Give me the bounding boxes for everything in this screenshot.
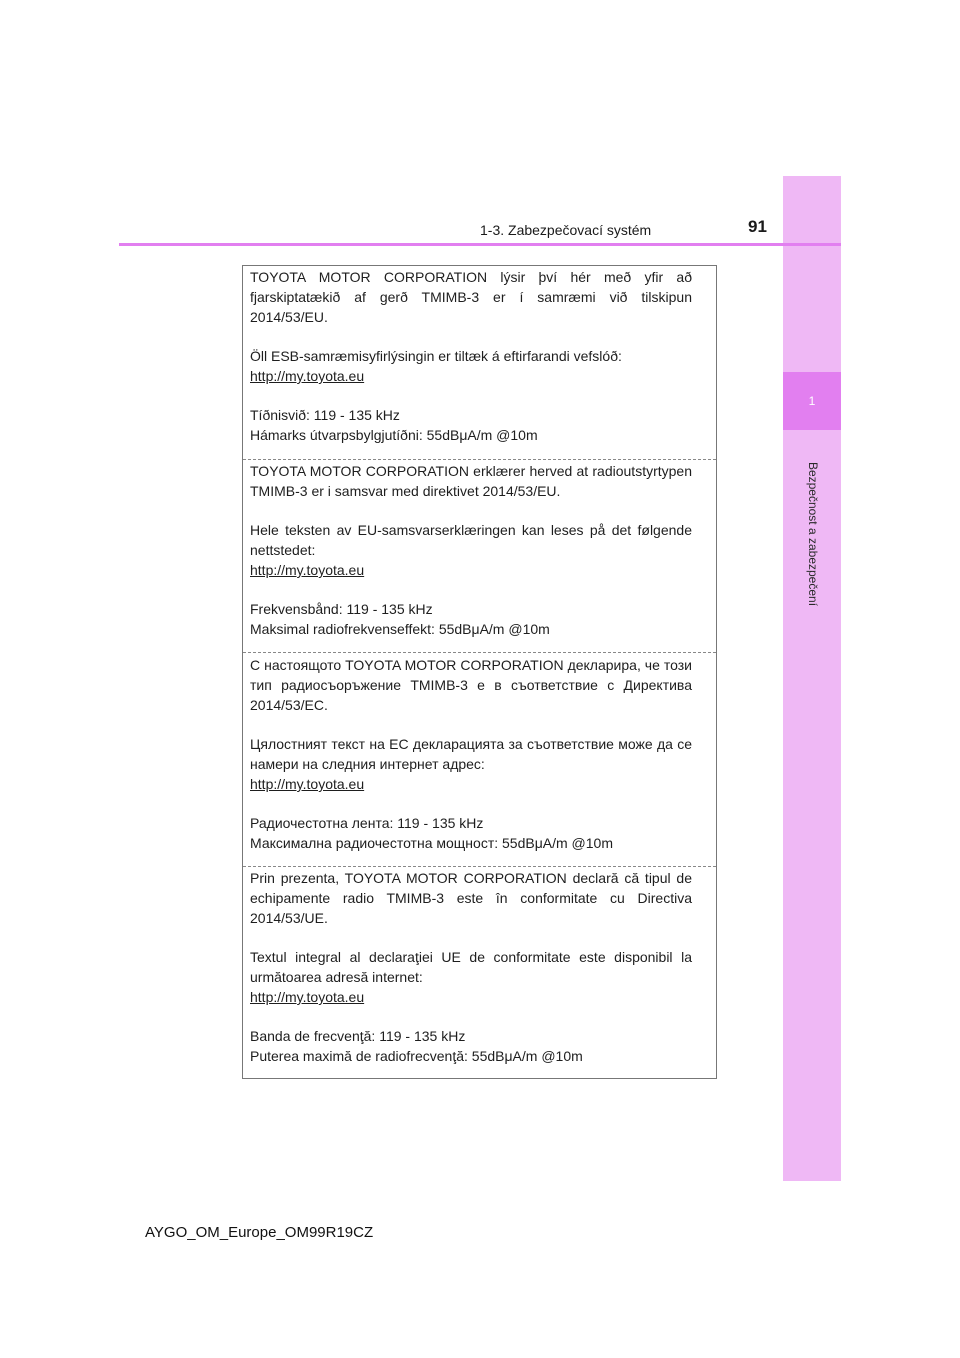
frequency-band: Радиочестотна лента: 119 - 135 kHz [250, 815, 484, 831]
header-rule [119, 243, 841, 246]
chapter-number: 1 [808, 394, 816, 408]
declaration-section-bulgarian [243, 655, 716, 853]
declaration-box [242, 265, 717, 1079]
section-title: 1-3. Zabezpečovací systém [480, 222, 652, 238]
section-divider [243, 459, 716, 460]
declaration-statement: С настоящото TOYOTA MOTOR CORPORATION декларира, че този тип радиосъоръжение TMIMB-3 е в съответствие с Директива 2014/53/ЕС. [250, 657, 692, 713]
frequency-band: Banda de frecvenţă: 119 - 135 kHz [250, 1028, 466, 1044]
max-power: Hámarks útvarpsbylgjutíðni: 55dBμA/m @10m [250, 427, 538, 443]
chapter-number-tab[interactable] [783, 372, 841, 430]
max-power: Максимална радиочестотна мощност: 55dBμA/m @10m [250, 835, 613, 851]
chapter-side-tab [783, 176, 841, 1181]
max-power: Maksimal radiofrekvenseffekt: 55dBμA/m @10m [250, 621, 550, 637]
section-divider [243, 652, 716, 653]
full-text-note: Цялостният текст на ЕС декларацията за съответствие може да се намери на следния интернет адрес: [250, 736, 692, 772]
declaration-section-norwegian [243, 461, 716, 639]
toyota-link[interactable]: http://my.toyota.eu [250, 776, 365, 792]
page-number: 91 [748, 217, 767, 236]
full-text-note: Textul integral al declaraţiei UE de conformitate este disponibil la următoarea adresă internet: [250, 949, 692, 985]
declaration-section-icelandic [243, 267, 716, 445]
declaration-statement: TOYOTA MOTOR CORPORATION erklærer herved at radioutstyrtypen TMIMB-3 er i samsvar med direktivet 2014/53/EU. [250, 463, 692, 499]
toyota-link[interactable]: http://my.toyota.eu [250, 368, 365, 384]
declaration-statement: Prin prezenta, TOYOTA MOTOR CORPORATION declară că tipul de echipamente radio TMIMB-3 este în conformitate cu Directiva 2014/53/UE. [250, 870, 692, 926]
toyota-link[interactable]: http://my.toyota.eu [250, 989, 365, 1005]
toyota-link[interactable]: http://my.toyota.eu [250, 562, 365, 578]
document-code: AYGO_OM_Europe_OM99R19CZ [145, 1224, 374, 1241]
full-text-note: Öll ESB-samræmisyfirlýsingin er tiltæk á eftirfarandi vefslóð: [250, 348, 622, 364]
max-power: Puterea maximă de radiofrecvenţă: 55dBμA/m @10m [250, 1048, 583, 1064]
declaration-statement: TOYOTA MOTOR CORPORATION lýsir því hér með yfir að fjarskiptatækið af gerð TMIMB-3 er í samræmi við tilskipun 2014/53/EU. [250, 269, 692, 325]
section-divider [243, 866, 716, 867]
declaration-section-romanian [243, 868, 716, 1066]
full-text-note: Hele teksten av EU-samsvarserklæringen kan leses på det følgende nettstedet: [250, 522, 692, 558]
frequency-band: Tíðnisvið: 119 - 135 kHz [250, 407, 400, 423]
frequency-band: Frekvensbånd: 119 - 135 kHz [250, 601, 433, 617]
chapter-label: Bezpečnost a zabezpečení [806, 461, 820, 607]
